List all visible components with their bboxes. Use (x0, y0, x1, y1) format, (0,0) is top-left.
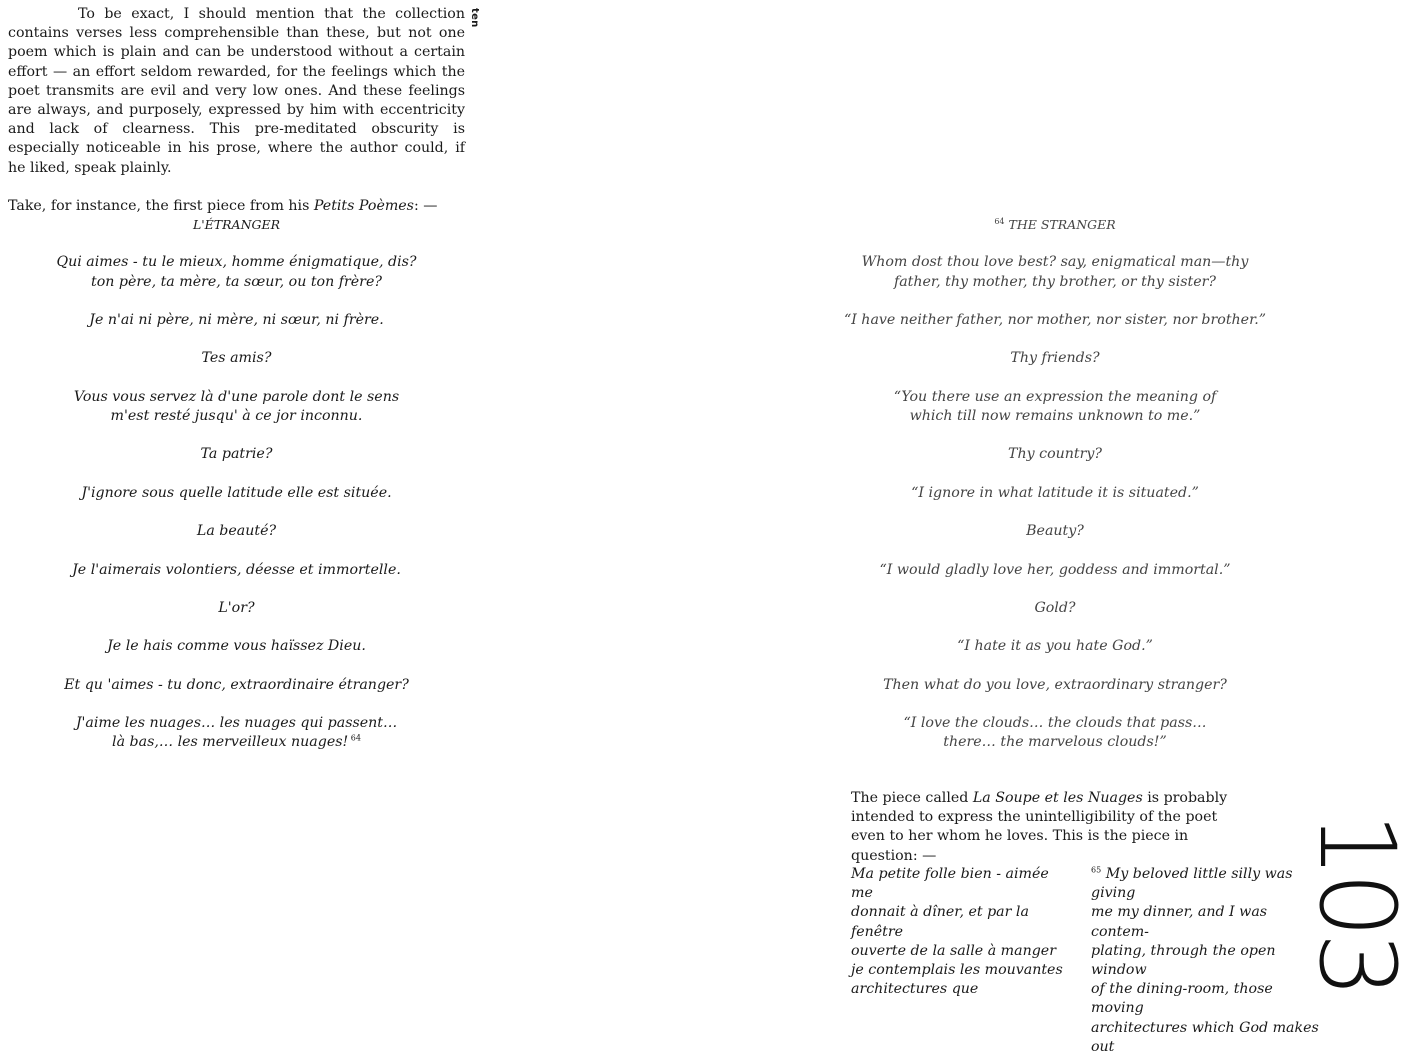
poem-french (8, 215, 465, 772)
stanza (820, 388, 1290, 426)
poem-line: Je l'aimerais volontiers, déesse et immortelle. (72, 561, 401, 578)
stanza (820, 349, 1290, 368)
poem-line: Je le hais comme vous haïssez Dieu. (107, 638, 366, 655)
poem-line: Tes amis? (201, 350, 272, 367)
poem-line: J'ignore sous quelle latitude elle est située. (81, 484, 392, 501)
excerpt-english (1091, 865, 1321, 1057)
excerpt-line: plating, through the open window (1091, 942, 1276, 979)
stanza (8, 445, 465, 464)
intro-paragraph: To be exact, I should mention that the collection contains verses less comprehensible than these, but not one poem which is plain and can be understood without a certain effort — an effort seldom rewarded, for the feelings which the poet transmits are evil and very low ones. And these feelings are always, and purposely, expressed by him with eccentricity and lack of clearness. This pre-meditated obscurity is especially noticeable in his prose, where the author could, if he liked, speak plainly. (8, 6, 465, 176)
poem-line: Gold? (1034, 599, 1076, 616)
poem-line: “I hate it as you hate God.” (957, 638, 1153, 655)
stanza (8, 311, 465, 330)
excerpt-line: of the dining-room, those moving (1091, 981, 1273, 1017)
poem-line: là bas,… les merveilleux nuages! $^{64}$ (112, 733, 361, 751)
poem-line: Beauty? (1026, 523, 1084, 540)
footnote-mark: 64 (994, 216, 1005, 226)
poem-line: ton père, ta mère, ta sœur, ou ton frère? (91, 273, 382, 290)
poem-line: “I have neither father, nor mother, nor sister, nor brother.” (843, 311, 1267, 328)
excerpt-line: ouverte de la salle à manger (851, 942, 1056, 959)
intro-text (8, 5, 465, 216)
page-number: 103 (1296, 812, 1418, 993)
poem-line: Ta patrie? (200, 446, 273, 463)
poem-line: Thy country? (1008, 446, 1102, 463)
poem-line: “I would gladly love her, goddess and immortal.” (879, 561, 1231, 578)
closing-paragraph (851, 789, 1251, 866)
stanza (8, 253, 465, 291)
closing-text-end: is probably intended to express the unintelligibility of the poet even to her whom he loves. This is the piece in question: — (851, 790, 1228, 864)
poem-line: L'or? (218, 599, 255, 616)
stanza (8, 714, 465, 752)
lead-text-end: : — (413, 197, 438, 214)
excerpt-line: architectures which God makes out (1091, 1019, 1319, 1055)
poem-english (820, 215, 1290, 772)
excerpt-line: me my dinner, and I was contem- (1091, 904, 1268, 940)
closing-text: The piece called (851, 790, 973, 806)
stanza (820, 561, 1290, 580)
excerpt-line: Ma petite folle bien - aimée me (851, 866, 1049, 902)
stanza (8, 522, 465, 541)
excerpt-line: je contemplais les mouvantes (851, 962, 1063, 979)
stanza (820, 714, 1290, 752)
excerpt-french (851, 865, 1071, 999)
poem-line: J'aime les nuages… les nuages qui passent… (75, 715, 398, 732)
poem-title: L'ÉTRANGER (192, 217, 281, 232)
poem-line: Vous vous servez là d'une parole dont le sens (73, 388, 400, 405)
stanza (8, 484, 465, 503)
poem-line: father, thy mother, thy brother, or thy sister? (893, 273, 1217, 290)
stanza (8, 349, 465, 368)
stanza (820, 311, 1290, 330)
footnote-mark: 65 (1091, 865, 1102, 875)
poem-line: which till now remains unknown to me.” (909, 407, 1201, 424)
poem-line: “I ignore in what latitude it is situated.” (911, 484, 1199, 501)
stanza (8, 388, 465, 426)
poem-title (820, 215, 1290, 234)
poem-line: Qui aimes - tu le mieux, homme énigmatique, dis? (56, 254, 417, 271)
intro-lead (8, 197, 465, 216)
poem-line: Et qu 'aimes - tu donc, extraordinaire étranger? (64, 676, 409, 693)
stanza (820, 253, 1290, 291)
closing-title: La Soupe et les Nuages (972, 790, 1143, 806)
footnote-ref: 64 (348, 733, 361, 743)
stanza (820, 522, 1290, 541)
poem-stanzas (8, 253, 465, 752)
poem-line: Je n'ai ni père, ni mère, ni sœur, ni frère. (89, 311, 384, 328)
stanza (820, 445, 1290, 464)
stanza (820, 599, 1290, 618)
poem-stanzas (820, 253, 1290, 752)
stanza (8, 637, 465, 656)
section-label: ten (469, 8, 480, 28)
poem-line: m'est resté jusqu' à ce jor inconnu. (110, 407, 363, 424)
poem-line: Thy friends? (1010, 350, 1100, 367)
stanza (820, 484, 1290, 503)
stanza (8, 561, 465, 580)
poem-title-text: THE STRANGER (1008, 217, 1116, 232)
poem-line: Then what do you love, extraordinary stranger? (883, 676, 1227, 693)
stanza (820, 676, 1290, 695)
stanza (820, 637, 1290, 656)
lead-title: Petits Poèmes (313, 197, 414, 214)
excerpt-line: $^{65}$ My beloved little silly was giving (1091, 865, 1293, 902)
stanza (8, 599, 465, 618)
poem-line: there… the marvelous clouds!” (943, 734, 1167, 751)
excerpt-line: architectures que (851, 981, 979, 998)
poem-line: “I love the clouds… the clouds that pass… (903, 715, 1207, 732)
lead-text: Take, for instance, the first piece from his (8, 197, 314, 214)
poem-line: Whom dost thou love best? say, enigmatical man—thy (861, 254, 1249, 271)
poem-line: La beauté? (196, 523, 277, 540)
stanza (8, 676, 465, 695)
poem-line: “You there use an expression the meaning of (893, 388, 1217, 405)
excerpt-line: donnait à dîner, et par la fenêtre (851, 904, 1029, 940)
